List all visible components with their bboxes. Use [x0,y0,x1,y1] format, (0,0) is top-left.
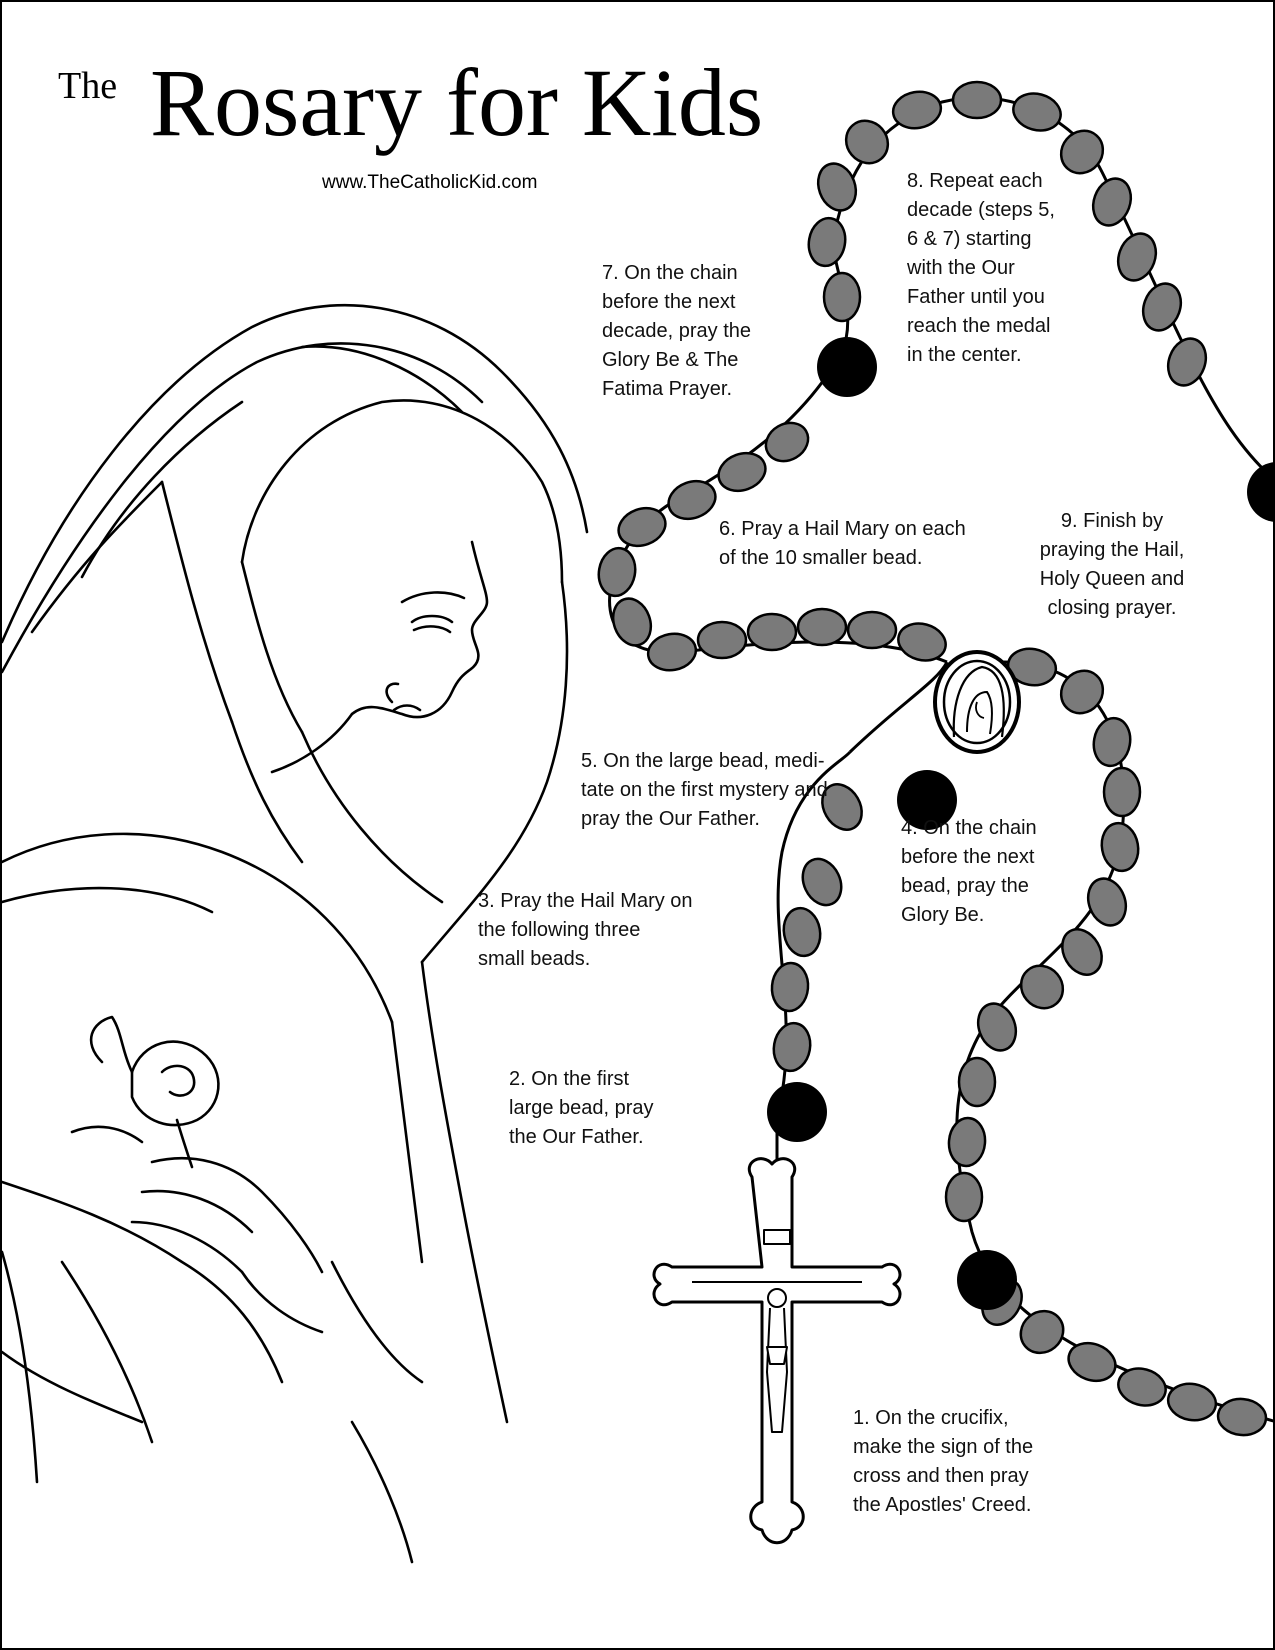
small-bead [770,1020,814,1074]
small-bead [1104,768,1140,816]
small-bead [663,475,720,525]
small-bead [713,447,770,497]
small-bead [959,1058,995,1106]
small-bead [645,630,699,674]
step-3-text: 3. Pray the Hail Mary on the following three small beads. [478,890,693,970]
small-bead [1009,88,1065,135]
small-bead [1137,278,1187,335]
small-bead [947,1117,987,1168]
page-title: Rosary for Kids [150,49,764,156]
small-bead [1090,715,1134,769]
small-bead [824,273,860,321]
small-bead [1087,173,1137,230]
step-7-text: 7. On the chain before the next decade, pray the Glory Be & The Fatima Prayer. [602,262,751,400]
small-bead [748,614,796,650]
step-8-text: 8. Repeat each decade (steps 5, 6 & 7) starting with the Our Father until you reach the medal in the center. [907,170,1055,366]
small-bead [1217,1397,1268,1437]
virgin-mary-medal [935,652,1019,752]
large-bead [1247,462,1275,522]
step-4-text: 4. On the chain before the next bead, pray the Glory Be. [901,817,1037,926]
step-9-text: 9. Finish by praying the Hail, Holy Queen and closing prayer. [1039,510,1185,619]
small-bead [805,215,849,269]
small-bead [698,622,746,658]
small-bead [1112,228,1162,285]
small-bead [607,593,657,650]
small-bead [796,853,849,912]
small-bead [1013,957,1072,1016]
small-bead [953,82,1001,118]
step-1-text: 1. On the crucifix, make the sign of the cross and then pray the Apostles' Creed. [853,1407,1034,1516]
small-bead [1012,1303,1071,1362]
small-bead [946,1173,982,1221]
title-prefix: The [58,65,118,107]
small-bead [1165,1380,1219,1424]
large-bead [817,337,877,397]
large-bead [767,1082,827,1142]
small-bead [1098,820,1142,874]
small-bead [972,998,1022,1055]
small-bead [770,962,810,1013]
small-bead [798,609,846,645]
website-link[interactable]: www.TheCatholicKid.com [322,172,538,193]
small-bead [1054,922,1109,982]
step-2-text: 2. On the first large bead, pray the Our Father. [509,1068,654,1148]
small-bead [848,612,896,648]
small-bead [595,545,639,599]
step-6-text: 6. Pray a Hail Mary on each of the 10 smaller bead. [719,518,966,569]
small-bead [812,158,862,215]
small-bead [759,415,815,468]
large-bead [957,1250,1017,1310]
small-bead [780,905,824,959]
small-bead [1114,1363,1170,1410]
step-5-text: 5. On the large bead, medi- tate on the first mystery and pray the Our Father. [581,750,828,830]
small-bead [1162,333,1212,390]
small-bead [838,112,897,171]
small-bead [1082,873,1132,930]
